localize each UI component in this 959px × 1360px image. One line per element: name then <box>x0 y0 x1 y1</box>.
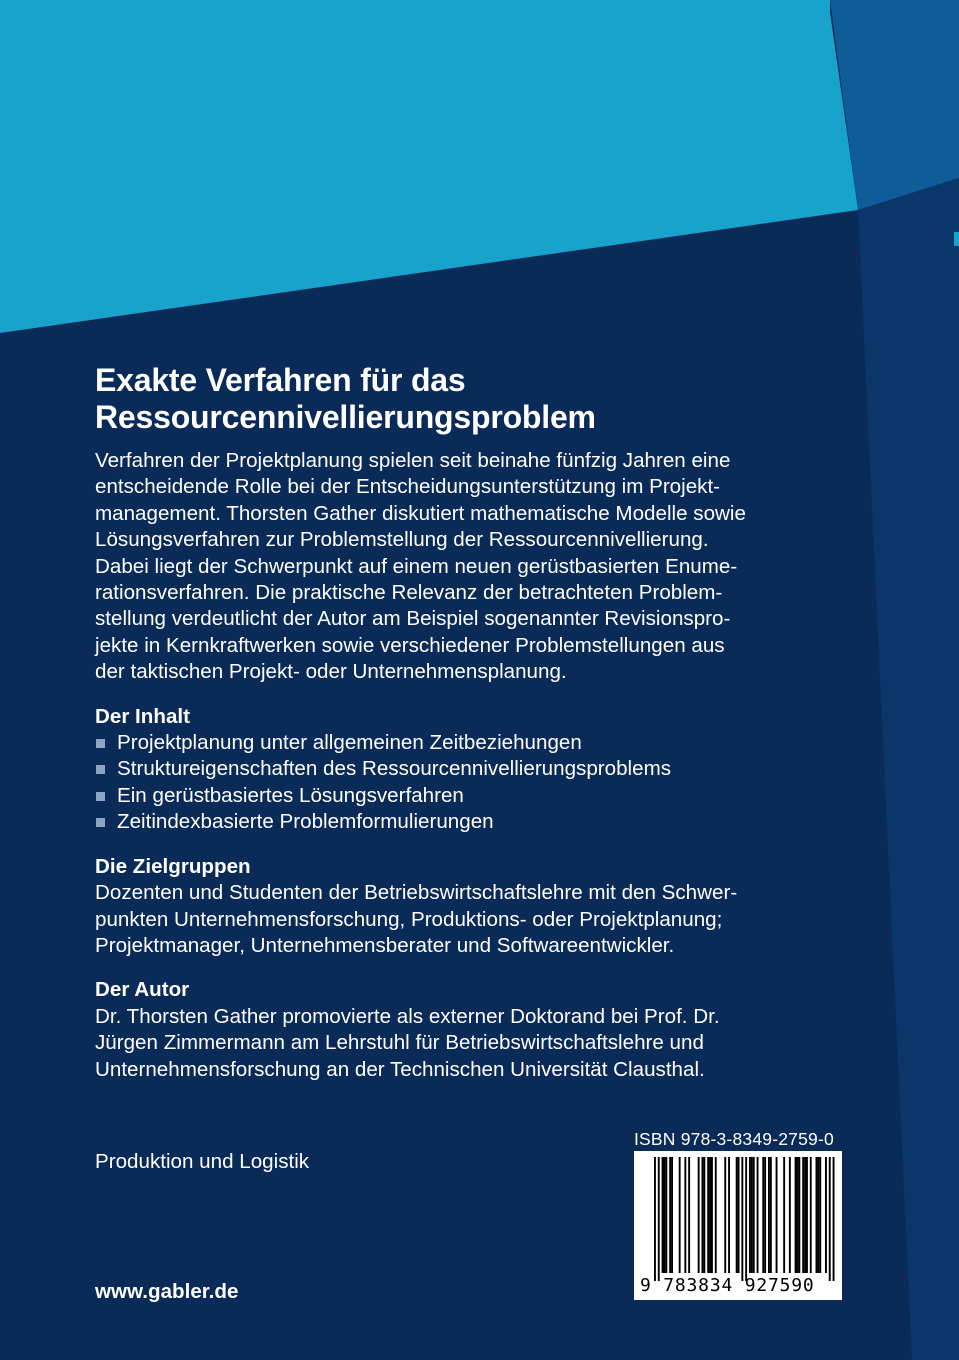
contents-item-text: Projektplanung unter allgemeinen Zeitbeziehungen <box>117 731 582 755</box>
book-description: Verfahren der Projektplanung spielen seit beinahe fünfzig Jahren eine entscheidende Rolle bei der Entscheidungsunterstützung im Projekt- management. Thorsten Gather diskutiert mathematische Modelle sowie Lösungsverfahren zur Problemstellung der Ressourcennivellierung. Dabei liegt der Schwerpunkt auf einem neuen gerüstbasierten Enume- rationsverfahren. Die praktische Relevanz der betrachteten Problem- stellung verdeutlicht der Autor am Beispiel sogenannter Revisionspro- jekte in Kernkraftwerken sowie verschiedener Problemstellungen aus der taktischen Projekt- oder Unternehmensplanung. <box>95 449 746 684</box>
bullet-square-icon <box>96 765 105 774</box>
contents-list-item <box>95 756 815 782</box>
barcode-bar <box>702 1157 704 1273</box>
barcode-bar <box>757 1157 759 1273</box>
barcode-bar <box>684 1157 686 1273</box>
barcode <box>634 1151 842 1300</box>
barcode-bar <box>724 1157 726 1273</box>
barcode-bar <box>819 1157 821 1273</box>
barcode-bar <box>753 1157 755 1273</box>
barcode-bar <box>833 1157 835 1281</box>
barcode-bar <box>797 1157 799 1273</box>
bullet-square-icon <box>96 792 105 801</box>
barcode-bar <box>658 1157 660 1281</box>
barcode-bar <box>783 1157 785 1273</box>
barcode-bar <box>664 1157 666 1273</box>
barcode-bar <box>810 1157 812 1273</box>
barcode-bar <box>669 1157 671 1273</box>
contents-item-text: Zeitindexbasierte Problemformulierungen <box>117 810 494 834</box>
barcode-bar <box>768 1157 770 1273</box>
book-title <box>95 362 815 436</box>
barcode-bar <box>804 1157 806 1273</box>
barcode-bar <box>802 1157 804 1273</box>
contents-list <box>95 730 815 836</box>
isbn-label: ISBN 978-3-8349-2759-0 <box>634 1129 834 1149</box>
barcode-bar <box>795 1157 797 1273</box>
barcode-bar <box>703 1157 705 1273</box>
barcode-bar <box>806 1157 808 1273</box>
barcode-bar <box>665 1157 667 1273</box>
barcode-bar <box>715 1157 717 1273</box>
barcode-bar <box>728 1157 730 1273</box>
barcode-bar <box>709 1157 711 1273</box>
barcode-bar <box>751 1157 753 1273</box>
contents-list-item <box>95 809 815 835</box>
barcode-bar <box>741 1157 743 1281</box>
contents-item-text: Ein gerüstbasiertes Lösungsverfahren <box>117 783 464 807</box>
contents-list-item <box>95 730 815 756</box>
barcode-bar <box>654 1157 656 1281</box>
barcode-bar <box>789 1157 791 1273</box>
barcode-bar <box>711 1157 713 1273</box>
book-title-line-1: Exakte Verfahren für das <box>95 362 466 398</box>
barcode-bar <box>662 1157 664 1273</box>
barcode-bar <box>776 1157 778 1273</box>
barcode-bar <box>829 1157 831 1281</box>
barcode-bar <box>762 1157 764 1273</box>
series-name: Produktion und Logistik <box>95 1150 310 1173</box>
publisher-website: www.gabler.de <box>95 1280 239 1303</box>
barcode-bar <box>745 1157 747 1281</box>
barcode-bar <box>736 1157 738 1273</box>
barcode-bar <box>707 1157 709 1273</box>
bullet-square-icon <box>96 739 105 748</box>
contents-item-text: Struktureigenschaften des Ressourcennivellierungsproblems <box>117 757 672 781</box>
barcode-bar <box>671 1157 673 1273</box>
barcode-bar <box>825 1157 827 1273</box>
author-heading: Der Autor <box>95 978 190 1002</box>
bullet-square-icon <box>96 818 105 827</box>
contents-heading: Der Inhalt <box>95 704 190 728</box>
barcode-bar <box>738 1157 740 1273</box>
author-text: Dr. Thorsten Gather promovierte als externer Doktorand bei Prof. Dr. Jürgen Zimmermann am Lehrstuhl für Betriebswirtschaftslehre und Unternehmensforschung an der Technischen Universität Clausthal. <box>95 1004 720 1081</box>
barcode-bar <box>749 1157 751 1273</box>
book-title-line-2: Ressourcennivellierungsproblem <box>95 399 596 435</box>
barcode-bar <box>770 1157 772 1273</box>
audience-text: Dozenten und Studenten der Betriebswirtschaftslehre mit den Schwer- punkten Unternehmensforschung, Produktions- oder Projektplanung; Projektmanager, Unternehmensberater und Softwareentwickler. <box>95 881 738 957</box>
barcode-bar <box>688 1157 690 1273</box>
barcode-bar <box>816 1157 818 1273</box>
barcode-bar <box>798 1157 800 1273</box>
barcode-digits: 9 783834 927590 <box>640 1275 815 1296</box>
audience-heading: Die Zielgruppen <box>95 854 251 878</box>
barcode-bar <box>817 1157 819 1273</box>
barcode-bar <box>764 1157 766 1273</box>
barcode-bar <box>679 1157 681 1273</box>
contents-list-item <box>95 783 815 809</box>
barcode-bar <box>698 1157 700 1273</box>
back-cover-text <box>95 362 815 1083</box>
